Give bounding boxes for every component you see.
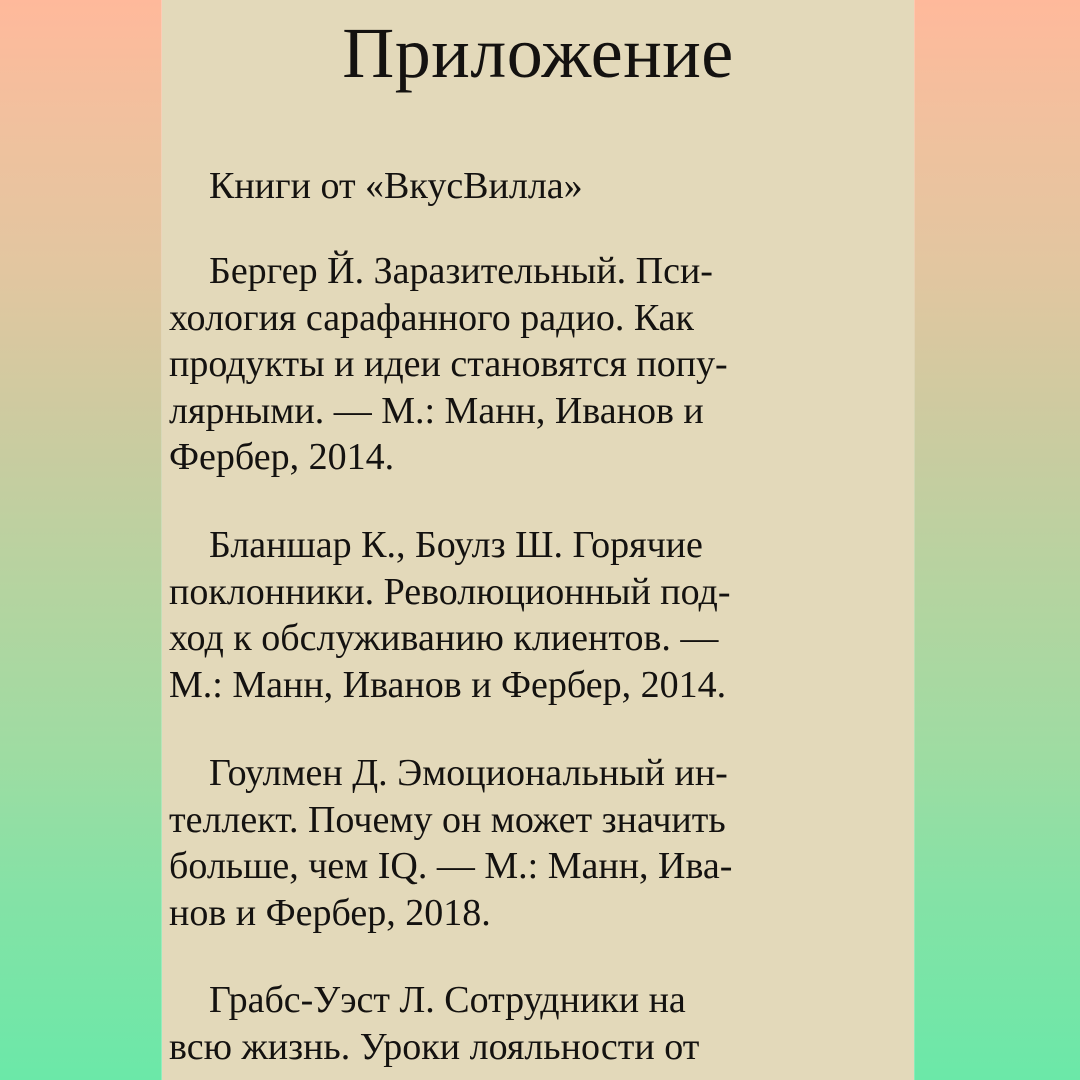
entry-line: продукты и идеи становятся попу-: [169, 343, 728, 385]
entry-line: Гоулмен Д. Эмоциональный ин-: [209, 752, 728, 794]
entry-line: М.: Манн, Иванов и Фербер, 2014.: [169, 663, 727, 706]
entry-line: нов и Фербер, 2018.: [169, 891, 491, 934]
entry-line: поклонники. Революционный под-: [169, 570, 731, 613]
section-heading: [209, 163, 869, 210]
section-heading-text: Книги от «ВкусВилла»: [209, 165, 583, 207]
entry-line: теллект. Почему он может значить: [169, 798, 726, 841]
entry-line: Бергер Й. Заразительный. Пси-: [209, 250, 713, 292]
entry-line: Грабс-Уэст Л. Сотрудники на: [209, 979, 686, 1021]
bibliography-entry-blanchard: [169, 522, 869, 708]
entry-line: всю жизнь. Уроки лояльности от: [169, 1025, 700, 1068]
entry-line: ход к обслуживанию клиентов. —: [169, 617, 719, 659]
entry-line: хология сарафанного радио. Как: [169, 296, 694, 339]
entry-line: лярными. — М.: Манн, Иванов и: [169, 389, 704, 432]
entry-line: Бланшар К., Боулз Ш. Горячие: [209, 524, 703, 566]
bibliography-entry-berger: [169, 248, 869, 481]
book-page: [162, 0, 914, 1080]
entry-line: больше, чем IQ. — М.: Манн, Ива-: [169, 845, 733, 887]
page-title: Приложение: [342, 13, 734, 93]
bibliography-entry-goleman: [169, 750, 869, 936]
entry-line: Фербер, 2014.: [169, 436, 395, 478]
bibliography-entry-grubbs-west: [169, 977, 869, 1070]
